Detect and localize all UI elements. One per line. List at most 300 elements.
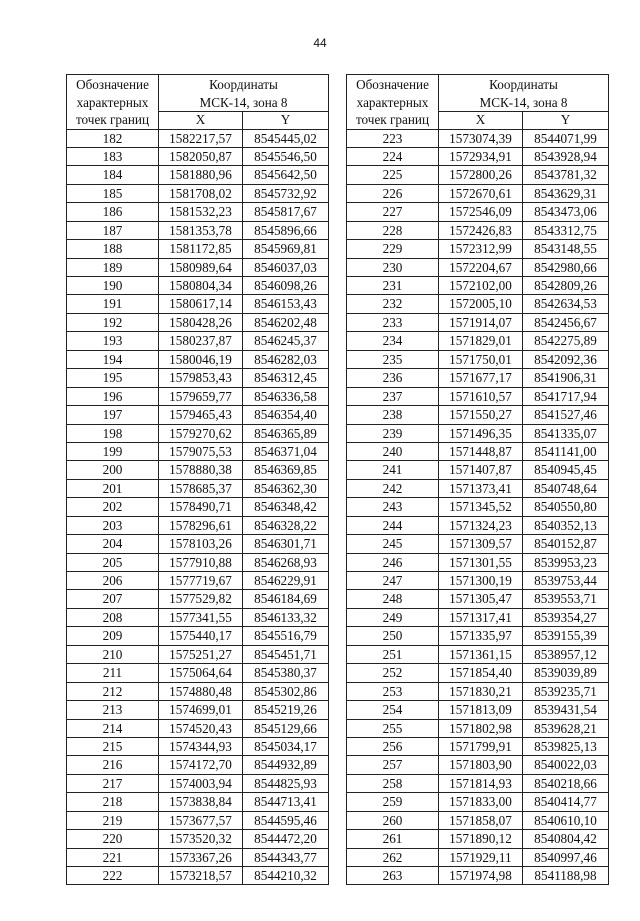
y-coordinate-cell: 8539628,21: [523, 719, 609, 737]
x-coordinate-cell: 1579659,77: [159, 387, 243, 405]
table-row: [347, 295, 609, 313]
y-coordinate-cell: 8544932,89: [243, 756, 329, 774]
table-row: [347, 203, 609, 221]
y-coordinate-cell: 8542275,89: [523, 332, 609, 350]
x-coordinate-cell: 1573677,57: [159, 811, 243, 829]
y-coordinate-cell: 8544210,32: [243, 867, 329, 885]
y-coordinate-cell: 8541527,46: [523, 406, 609, 424]
table-row: [347, 756, 609, 774]
point-number-cell: 240: [347, 442, 439, 460]
x-coordinate-cell: 1579853,43: [159, 369, 243, 387]
table-row: [347, 461, 609, 479]
table-row: [67, 442, 329, 460]
y-coordinate-cell: 8544713,41: [243, 793, 329, 811]
table-row: [67, 313, 329, 331]
x-coordinate-cell: 1578490,71: [159, 498, 243, 516]
x-coordinate-cell: 1574880,48: [159, 682, 243, 700]
table-row: [347, 867, 609, 885]
point-number-cell: 245: [347, 535, 439, 553]
y-coordinate-cell: 8545380,37: [243, 664, 329, 682]
y-coordinate-cell: 8546365,89: [243, 424, 329, 442]
y-coordinate-cell: 8539753,44: [523, 572, 609, 590]
y-coordinate-cell: 8545034,17: [243, 737, 329, 755]
y-coordinate-cell: 8539825,13: [523, 737, 609, 755]
x-coordinate-cell: 1581532,23: [159, 203, 243, 221]
point-header-line1: Обозначение: [76, 77, 149, 92]
x-coordinate-cell: 1572426,83: [439, 221, 523, 239]
y-coordinate-cell: 8545302,86: [243, 682, 329, 700]
y-coordinate-cell: 8546301,71: [243, 535, 329, 553]
point-number-cell: 197: [67, 406, 159, 424]
x-coordinate-cell: 1571550,27: [439, 406, 523, 424]
point-number-cell: 239: [347, 424, 439, 442]
x-coordinate-cell: 1571813,09: [439, 701, 523, 719]
point-number-cell: 219: [67, 811, 159, 829]
y-coordinate-cell: 8545896,66: [243, 221, 329, 239]
table-row: [347, 645, 609, 663]
point-number-cell: 207: [67, 590, 159, 608]
x-coordinate-cell: 1579075,53: [159, 442, 243, 460]
point-number-cell: 226: [347, 184, 439, 202]
y-coordinate-cell: 8543473,06: [523, 203, 609, 221]
table-body-left: [67, 129, 329, 885]
y-coordinate-cell: 8544472,20: [243, 830, 329, 848]
table-row: [347, 608, 609, 626]
x-coordinate-cell: 1574520,43: [159, 719, 243, 737]
y-coordinate-cell: 8541717,94: [523, 387, 609, 405]
table-row: [347, 369, 609, 387]
y-coordinate-cell: 8545817,67: [243, 203, 329, 221]
table-row: [347, 332, 609, 350]
x-coordinate-cell: 1575251,27: [159, 645, 243, 663]
table-row: [67, 498, 329, 516]
y-coordinate-cell: 8540945,45: [523, 461, 609, 479]
point-header: [347, 75, 439, 130]
x-coordinate-cell: 1572670,61: [439, 184, 523, 202]
x-coordinate-cell: 1580989,64: [159, 258, 243, 276]
table-row: [67, 129, 329, 147]
table-row: [347, 221, 609, 239]
y-coordinate-cell: 8539553,71: [523, 590, 609, 608]
table-row: [347, 184, 609, 202]
y-coordinate-cell: 8539039,89: [523, 664, 609, 682]
y-coordinate-cell: 8539953,23: [523, 553, 609, 571]
point-number-cell: 227: [347, 203, 439, 221]
x-coordinate-cell: 1573074,39: [439, 129, 523, 147]
table-row: [67, 719, 329, 737]
x-coordinate-cell: 1571799,91: [439, 737, 523, 755]
point-number-cell: 185: [67, 184, 159, 202]
y-coordinate-cell: 8546336,58: [243, 387, 329, 405]
y-coordinate-cell: 8543781,32: [523, 166, 609, 184]
x-coordinate-cell: 1577719,67: [159, 572, 243, 590]
x-coordinate-cell: 1573218,57: [159, 867, 243, 885]
y-coordinate-cell: 8545546,50: [243, 147, 329, 165]
table-row: [67, 737, 329, 755]
table-row: [67, 664, 329, 682]
point-number-cell: 218: [67, 793, 159, 811]
x-coordinate-cell: 1571309,57: [439, 535, 523, 553]
x-coordinate-cell: 1573520,32: [159, 830, 243, 848]
x-coordinate-cell: 1571803,90: [439, 756, 523, 774]
point-number-cell: 259: [347, 793, 439, 811]
table-row: [347, 258, 609, 276]
point-number-cell: 205: [67, 553, 159, 571]
point-number-cell: 196: [67, 387, 159, 405]
y-coordinate-cell: 8540804,42: [523, 830, 609, 848]
y-coordinate-cell: 8546371,04: [243, 442, 329, 460]
y-coordinate-cell: 8546202,48: [243, 313, 329, 331]
point-number-cell: 243: [347, 498, 439, 516]
point-number-cell: 201: [67, 479, 159, 497]
point-number-cell: 212: [67, 682, 159, 700]
y-coordinate-cell: 8546348,42: [243, 498, 329, 516]
point-number-cell: 191: [67, 295, 159, 313]
x-coordinate-cell: 1571335,97: [439, 627, 523, 645]
point-number-cell: 224: [347, 147, 439, 165]
table-row: [67, 184, 329, 202]
coordinates-header-line2: МСК-14, зона 8: [199, 94, 288, 110]
x-coordinate-cell: 1572934,91: [439, 147, 523, 165]
table-row: [347, 129, 609, 147]
page-number: 44: [313, 36, 327, 50]
x-coordinate-cell: 1572312,99: [439, 240, 523, 258]
table-row: [347, 516, 609, 534]
x-column-header: X: [439, 112, 523, 129]
x-coordinate-cell: 1572800,26: [439, 166, 523, 184]
x-coordinate-cell: 1580617,14: [159, 295, 243, 313]
point-header-line3: точек границ: [355, 112, 430, 127]
point-number-cell: 228: [347, 221, 439, 239]
table-row: [347, 590, 609, 608]
point-number-cell: 225: [347, 166, 439, 184]
x-coordinate-cell: 1572546,09: [439, 203, 523, 221]
point-number-cell: 248: [347, 590, 439, 608]
x-coordinate-cell: 1579270,62: [159, 424, 243, 442]
point-number-cell: 229: [347, 240, 439, 258]
y-coordinate-cell: 8546184,69: [243, 590, 329, 608]
x-coordinate-cell: 1571750,01: [439, 350, 523, 368]
y-coordinate-cell: 8546245,37: [243, 332, 329, 350]
x-coordinate-cell: 1571829,01: [439, 332, 523, 350]
y-coordinate-cell: 8542092,36: [523, 350, 609, 368]
y-coordinate-cell: 8543148,55: [523, 240, 609, 258]
point-number-cell: 202: [67, 498, 159, 516]
y-column-header: Y: [523, 112, 609, 129]
table-row: [347, 479, 609, 497]
table-row: [67, 166, 329, 184]
table-row: [347, 682, 609, 700]
point-number-cell: 234: [347, 332, 439, 350]
table-row: [67, 221, 329, 239]
point-number-cell: 250: [347, 627, 439, 645]
table-row: [347, 793, 609, 811]
y-coordinate-cell: 8541906,31: [523, 369, 609, 387]
table-row: [67, 682, 329, 700]
point-header-line2: характерных: [356, 94, 429, 110]
x-coordinate-cell: 1571300,19: [439, 572, 523, 590]
table-row: [67, 258, 329, 276]
y-coordinate-cell: 8546282,03: [243, 350, 329, 368]
table-row: [67, 479, 329, 497]
y-coordinate-cell: 8546153,43: [243, 295, 329, 313]
x-coordinate-cell: 1571407,87: [439, 461, 523, 479]
x-coordinate-cell: 1571858,07: [439, 811, 523, 829]
table-row: [67, 424, 329, 442]
x-coordinate-cell: 1580237,87: [159, 332, 243, 350]
y-coordinate-cell: 8540414,77: [523, 793, 609, 811]
point-number-cell: 183: [67, 147, 159, 165]
x-coordinate-cell: 1575064,64: [159, 664, 243, 682]
table-row: [67, 848, 329, 866]
y-coordinate-cell: 8539235,71: [523, 682, 609, 700]
table-row: [347, 664, 609, 682]
y-coordinate-cell: 8545969,81: [243, 240, 329, 258]
point-number-cell: 214: [67, 719, 159, 737]
point-number-cell: 233: [347, 313, 439, 331]
table-row: [67, 572, 329, 590]
point-number-cell: 262: [347, 848, 439, 866]
x-coordinate-cell: 1578103,26: [159, 535, 243, 553]
x-coordinate-cell: 1571361,15: [439, 645, 523, 663]
table-row: [347, 147, 609, 165]
table-row: [67, 277, 329, 295]
y-coordinate-cell: 8546362,30: [243, 479, 329, 497]
table-row: [67, 793, 329, 811]
x-coordinate-cell: 1582050,87: [159, 147, 243, 165]
point-number-cell: 238: [347, 406, 439, 424]
y-coordinate-cell: 8546312,45: [243, 369, 329, 387]
table-row: [347, 350, 609, 368]
table-row: [67, 387, 329, 405]
y-coordinate-cell: 8542980,66: [523, 258, 609, 276]
y-coordinate-cell: 8539155,39: [523, 627, 609, 645]
x-coordinate-cell: 1578685,37: [159, 479, 243, 497]
y-coordinate-cell: 8539431,54: [523, 701, 609, 719]
y-coordinate-cell: 8543629,31: [523, 184, 609, 202]
table-row: [67, 295, 329, 313]
x-column-header: X: [159, 112, 243, 129]
y-coordinate-cell: 8544595,46: [243, 811, 329, 829]
table-row: [67, 461, 329, 479]
table-row: [347, 424, 609, 442]
table-row: [67, 608, 329, 626]
x-coordinate-cell: 1572204,67: [439, 258, 523, 276]
point-header: [67, 75, 159, 130]
x-coordinate-cell: 1580428,26: [159, 313, 243, 331]
point-number-cell: 254: [347, 701, 439, 719]
point-number-cell: 193: [67, 332, 159, 350]
table-body-right: [347, 129, 609, 885]
x-coordinate-cell: 1571373,41: [439, 479, 523, 497]
point-number-cell: 216: [67, 756, 159, 774]
coordinates-header-line2: МСК-14, зона 8: [479, 94, 568, 110]
point-number-cell: 222: [67, 867, 159, 885]
table-row: [347, 406, 609, 424]
point-number-cell: 231: [347, 277, 439, 295]
x-coordinate-cell: 1578880,38: [159, 461, 243, 479]
point-number-cell: 232: [347, 295, 439, 313]
x-coordinate-cell: 1581353,78: [159, 221, 243, 239]
y-coordinate-cell: 8546229,91: [243, 572, 329, 590]
point-number-cell: 256: [347, 737, 439, 755]
point-number-cell: 235: [347, 350, 439, 368]
x-coordinate-cell: 1571914,07: [439, 313, 523, 331]
y-column-header: Y: [243, 112, 329, 129]
y-coordinate-cell: 8545642,50: [243, 166, 329, 184]
x-coordinate-cell: 1577529,82: [159, 590, 243, 608]
point-number-cell: 182: [67, 129, 159, 147]
y-coordinate-cell: 8545219,26: [243, 701, 329, 719]
x-coordinate-cell: 1571324,23: [439, 516, 523, 534]
x-coordinate-cell: 1571974,98: [439, 867, 523, 885]
y-coordinate-cell: 8545451,71: [243, 645, 329, 663]
x-coordinate-cell: 1575440,17: [159, 627, 243, 645]
x-coordinate-cell: 1582217,57: [159, 129, 243, 147]
y-coordinate-cell: 8540022,03: [523, 756, 609, 774]
point-number-cell: 223: [347, 129, 439, 147]
y-coordinate-cell: 8546369,85: [243, 461, 329, 479]
coordinates-table-right: [346, 74, 609, 885]
x-coordinate-cell: 1573838,84: [159, 793, 243, 811]
table-row: [347, 553, 609, 571]
x-coordinate-cell: 1574699,01: [159, 701, 243, 719]
x-coordinate-cell: 1571814,93: [439, 774, 523, 792]
y-coordinate-cell: 8540352,13: [523, 516, 609, 534]
point-number-cell: 215: [67, 737, 159, 755]
table-row: [347, 277, 609, 295]
point-number-cell: 244: [347, 516, 439, 534]
table-row: [67, 516, 329, 534]
coordinates-header-line1: Координаты: [209, 77, 278, 92]
point-number-cell: 200: [67, 461, 159, 479]
y-coordinate-cell: 8540152,87: [523, 535, 609, 553]
x-coordinate-cell: 1571802,98: [439, 719, 523, 737]
y-coordinate-cell: 8542634,53: [523, 295, 609, 313]
x-coordinate-cell: 1581880,96: [159, 166, 243, 184]
x-coordinate-cell: 1581172,85: [159, 240, 243, 258]
point-number-cell: 213: [67, 701, 159, 719]
y-coordinate-cell: 8543928,94: [523, 147, 609, 165]
table-row: [67, 147, 329, 165]
table-row: [347, 498, 609, 516]
y-coordinate-cell: 8538957,12: [523, 645, 609, 663]
point-number-cell: 257: [347, 756, 439, 774]
table-row: [67, 774, 329, 792]
x-coordinate-cell: 1571833,00: [439, 793, 523, 811]
point-header-line3: точек границ: [75, 112, 150, 127]
table-row: [67, 756, 329, 774]
x-coordinate-cell: 1578296,61: [159, 516, 243, 534]
x-coordinate-cell: 1571496,35: [439, 424, 523, 442]
y-coordinate-cell: 8546328,22: [243, 516, 329, 534]
x-coordinate-cell: 1579465,43: [159, 406, 243, 424]
x-coordinate-cell: 1572005,10: [439, 295, 523, 313]
x-coordinate-cell: 1574003,94: [159, 774, 243, 792]
point-number-cell: 260: [347, 811, 439, 829]
table-row: [67, 406, 329, 424]
point-number-cell: 210: [67, 645, 159, 663]
y-coordinate-cell: 8540218,66: [523, 774, 609, 792]
x-coordinate-cell: 1572102,00: [439, 277, 523, 295]
point-number-cell: 204: [67, 535, 159, 553]
table-row: [347, 737, 609, 755]
point-number-cell: 198: [67, 424, 159, 442]
x-coordinate-cell: 1571305,47: [439, 590, 523, 608]
y-coordinate-cell: 8545516,79: [243, 627, 329, 645]
point-number-cell: 195: [67, 369, 159, 387]
y-coordinate-cell: 8541335,07: [523, 424, 609, 442]
table-row: [67, 867, 329, 885]
x-coordinate-cell: 1574172,70: [159, 756, 243, 774]
table-row: [347, 774, 609, 792]
coordinates-header: [159, 75, 329, 112]
point-number-cell: 194: [67, 350, 159, 368]
x-coordinate-cell: 1577910,88: [159, 553, 243, 571]
y-coordinate-cell: 8539354,27: [523, 608, 609, 626]
point-number-cell: 249: [347, 608, 439, 626]
table-row: [347, 627, 609, 645]
y-coordinate-cell: 8544825,93: [243, 774, 329, 792]
x-coordinate-cell: 1571929,11: [439, 848, 523, 866]
x-coordinate-cell: 1574344,93: [159, 737, 243, 755]
table-row: [67, 240, 329, 258]
x-coordinate-cell: 1577341,55: [159, 608, 243, 626]
point-number-cell: 189: [67, 258, 159, 276]
table-row: [67, 627, 329, 645]
point-number-cell: 203: [67, 516, 159, 534]
x-coordinate-cell: 1571610,57: [439, 387, 523, 405]
table-row: [347, 240, 609, 258]
table-row: [347, 442, 609, 460]
point-number-cell: 263: [347, 867, 439, 885]
point-number-cell: 255: [347, 719, 439, 737]
point-header-line1: Обозначение: [356, 77, 429, 92]
coordinates-header-line1: Координаты: [489, 77, 558, 92]
point-header-line2: характерных: [76, 94, 149, 110]
y-coordinate-cell: 8546133,32: [243, 608, 329, 626]
table-row: [67, 350, 329, 368]
point-number-cell: 187: [67, 221, 159, 239]
y-coordinate-cell: 8545129,66: [243, 719, 329, 737]
table-row: [347, 719, 609, 737]
point-number-cell: 242: [347, 479, 439, 497]
table-row: [347, 535, 609, 553]
table-row: [347, 811, 609, 829]
point-number-cell: 241: [347, 461, 439, 479]
point-number-cell: 258: [347, 774, 439, 792]
y-coordinate-cell: 8540550,80: [523, 498, 609, 516]
point-number-cell: 199: [67, 442, 159, 460]
y-coordinate-cell: 8546098,26: [243, 277, 329, 295]
point-number-cell: 186: [67, 203, 159, 221]
x-coordinate-cell: 1580046,19: [159, 350, 243, 368]
y-coordinate-cell: 8541188,98: [523, 867, 609, 885]
point-number-cell: 184: [67, 166, 159, 184]
y-coordinate-cell: 8545732,92: [243, 184, 329, 202]
x-coordinate-cell: 1573367,26: [159, 848, 243, 866]
coordinates-table-left: [66, 74, 329, 885]
point-number-cell: 237: [347, 387, 439, 405]
point-number-cell: 206: [67, 572, 159, 590]
y-coordinate-cell: 8543312,75: [523, 221, 609, 239]
table-row: [67, 701, 329, 719]
point-number-cell: 209: [67, 627, 159, 645]
table-row: [67, 590, 329, 608]
table-row: [347, 313, 609, 331]
y-coordinate-cell: 8546354,40: [243, 406, 329, 424]
table-row: [67, 811, 329, 829]
